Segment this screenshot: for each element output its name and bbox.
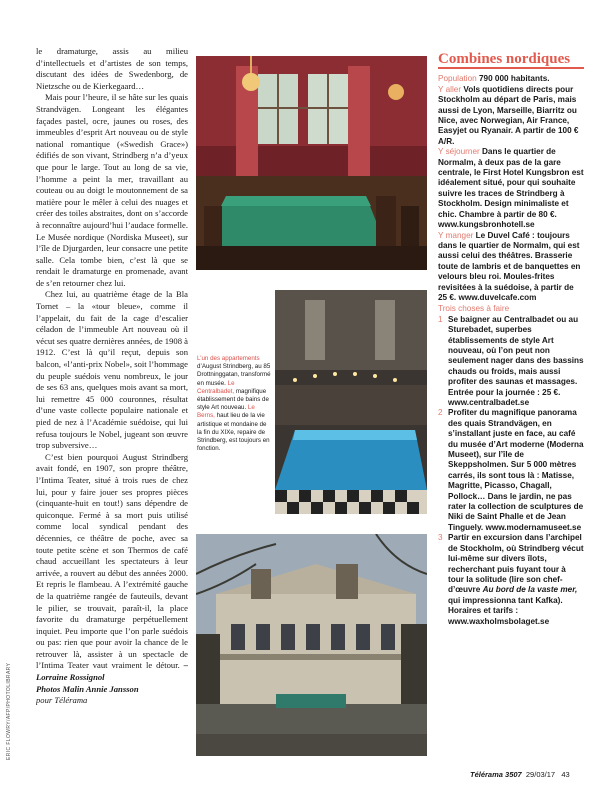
caption-text: magnifique établissement de bains de style Art nouveau. <box>197 387 269 412</box>
article-paragraph-text: C’est bien pourquoi August Strindberg avait fondé, en 1907, son propre théâtre, l’Intima Teater, situé à trois rues de chez lui, pour y faire jouer ses propres pièces (cinquante-huit en tout!) sans dépendre de quiconque. Fermé à sa mort puis utilisé comme local syndical pendant des décennies, ce théâtre de poche, avec sa toute petite scène et son Thermos de café chaud accueillant les spectateurs à leur arrivée, a rouvert au début des années 2000. Et repris le flambeau. A l’extrémité gauche de la quatrième rangée de fauteuils, devant le pilier, se trouvait, paraît-il, la place favorite du dramaturge perpétuellement inquiet. Peu importe que l’on parle suédois ou pas: rien que pour avoir la chance de le retrouver là, assister à un spectacle de l’Intima Teater vaut vraiment le détour. <box>36 451 188 671</box>
building-facade-photo <box>196 534 427 756</box>
aller-block <box>438 85 584 147</box>
caption-label: Le Berns, <box>197 404 255 420</box>
page-number: 43 <box>561 770 570 779</box>
article-paragraph: Chez lui, au quatrième étage de la Bla Tornet – la «tour bleue», comme il l’appelait, du fait de la cage d’escalier céladon de l’immeuble Art nouveau où il vécut ses quatre dernières années, de 1908 à 1912. C’est là qu’il reçut, depuis son balcon, «l’anti-prix Nobel», soit l’hommage du peuple suédois venu nombreux, le jour de ses 63 ans, quelques mois avant sa mort, lui remettre 45 000 couronnes, résultat d’une vaste collecte populaire nationale et pied de nez à l’Académie suédoise, qui lui refusa toujours le Nobel, jugeant son œuvre trop subversive… <box>36 289 188 451</box>
item-text <box>448 533 584 627</box>
info-sidebar <box>438 51 584 627</box>
list-item <box>438 408 584 533</box>
photos-credit: Photos Malin Annie Jansson <box>36 683 139 694</box>
item-text-b: qui impressionna tant Kafka). Horaires et tarifs : www.waxholmsbolaget.se <box>448 595 563 626</box>
photo-caption <box>197 355 272 453</box>
article-text <box>36 46 188 762</box>
item-number: 1 <box>438 314 443 324</box>
item-text: Profiter du magnifique panorama des quais Strandvägen, en s’installant juste en face, au café du musée d’Art moderne (Moderna Museet), sur l’île de Skeppsholmen. Sur 5 000 mètres carrés, ils sont tous là : Matisse, Magritte, Picasso, Chagall, Pollock… Dans le jardin, ne pas rater la collection de sculptures de Niki de Saint Phalle et de Jean Tinguely. www.modernamuseet.se <box>448 408 584 532</box>
issue-date: 29/03/17 <box>525 770 556 779</box>
list-item <box>438 533 584 627</box>
population-block <box>438 74 584 84</box>
sejourner-label: Y séjourner <box>438 147 480 157</box>
item-number: 3 <box>438 533 443 543</box>
population-value: 790 000 habitants. <box>478 74 550 84</box>
restaurant-interior-photo <box>196 56 427 270</box>
swimming-pool-photo <box>275 290 427 514</box>
item-text-a: Partir en excursion dans l’archipel de Stockholm, où Strindberg vécut lui-même sur divers îlots, recherchant puis fuyant tour à tour la solitude (lire son chef-d’œuvre <box>448 533 584 595</box>
manger-text: Le Duvel Café : toujours dans le quartier de Normalm, qui est aussi celui des théâtres. Brasserie toute de lambris et de banquettes en velours bleu roi. Moules-frites revisitées à la suédoise, à partir de 25 €. www.duvelcafe.com <box>438 230 581 302</box>
manger-block <box>438 231 584 304</box>
sejourner-text: Dans le quartier de Normalm, à deux pas de la gare centrale, le First Hotel Kungsbron est idéalement situé, pour qui souhaite suivre les traces de Strindberg à Stockholm. Design minimaliste et chic. Chambre à partir de 80 €. www.kungsbronhotell.se <box>438 147 584 230</box>
caption-text: d’August Strindberg, au 85 Drottninggatan, transformé en musée. <box>197 363 271 387</box>
magazine-issue: Télérama 3507 <box>470 770 522 779</box>
article-paragraph: le dramaturge, assis au milieu d’intellectuels et d’artistes de son temps, discutant des idées de Swedenborg, de Nietzsche ou de Kierkegaard… <box>36 46 188 91</box>
item-number: 2 <box>438 408 443 418</box>
sejourner-block <box>438 147 584 230</box>
article-paragraph: Mais pour l’heure, il se hâte sur les quais Strandvägen. Longeant les élégantes façades pastel, ocre, jaunes ou roses, des immeubles d’esprit Art nouveau ou de style national romantique («Swedish Grace») édifiés de son vivant, Strindberg n’a d’yeux que pour le large. Tout au long de sa vie, l’homme a peint la mer, travaillant au couteau ou au doigt le moutonnement de sa matière pour le mêler à celui des nuages et créer des toiles abstraites, dont on s’accorde à reconnaître aujourd’hui l’audace formelle. Le Musée nordique (Nordiska Museet), sur l’île de Djurgarden, leur consacre une petite salle. Cela tombe bien, c’est là que se rendait le dramaturge en promenade, avant de s’en retourner chez lui. <box>36 92 188 288</box>
population-label: Population <box>438 74 477 84</box>
pool-illustration <box>275 290 427 514</box>
item-text: Se baigner au Centralbadet ou au Sturebadet, superbes établissements de style Art nouveau, où l’on peut non seulement nager dans des bassins chauds ou froids, mais aussi profiter des saunas et massages. Entrée pour la journée : 25 €. www.centralbadet.se <box>448 314 584 407</box>
list-item <box>438 315 584 409</box>
pour-telerama: pour Télérama <box>36 695 88 706</box>
article-paragraph <box>36 452 188 707</box>
caption-label: L’un des appartements <box>197 355 260 362</box>
faire-label: Trois choses à faire <box>438 304 510 314</box>
side-credit: ERIC FLOWRY/AFP/PHOTOLIBRARY <box>6 662 12 760</box>
building-illustration <box>196 534 427 756</box>
item-text-italic: Au bord de la vaste mer, <box>482 585 578 595</box>
sidebar-title: Combines nordiques <box>438 54 584 69</box>
article-signature: – Lorraine Rossignol <box>36 660 188 683</box>
page-footer <box>470 770 570 779</box>
caption-text: haut lieu de la vie artistique et mondaine de la fin du XIXe, repaire de Strindberg, est toujours en fonction. <box>197 412 270 453</box>
caption-label: Le Centralbadet, <box>197 379 235 395</box>
restaurant-illustration <box>196 56 427 270</box>
aller-label: Y aller <box>438 84 462 94</box>
manger-label: Y manger <box>438 230 474 240</box>
aller-text: Vols quotidiens directs pour Stockholm au départ de Paris, mais aussi de Lyon, Marseille, Biarritz ou Nice, avec Norwegian, Air France, Easyjet ou Ryanair. A partir de 100 € A/R. <box>438 84 579 146</box>
